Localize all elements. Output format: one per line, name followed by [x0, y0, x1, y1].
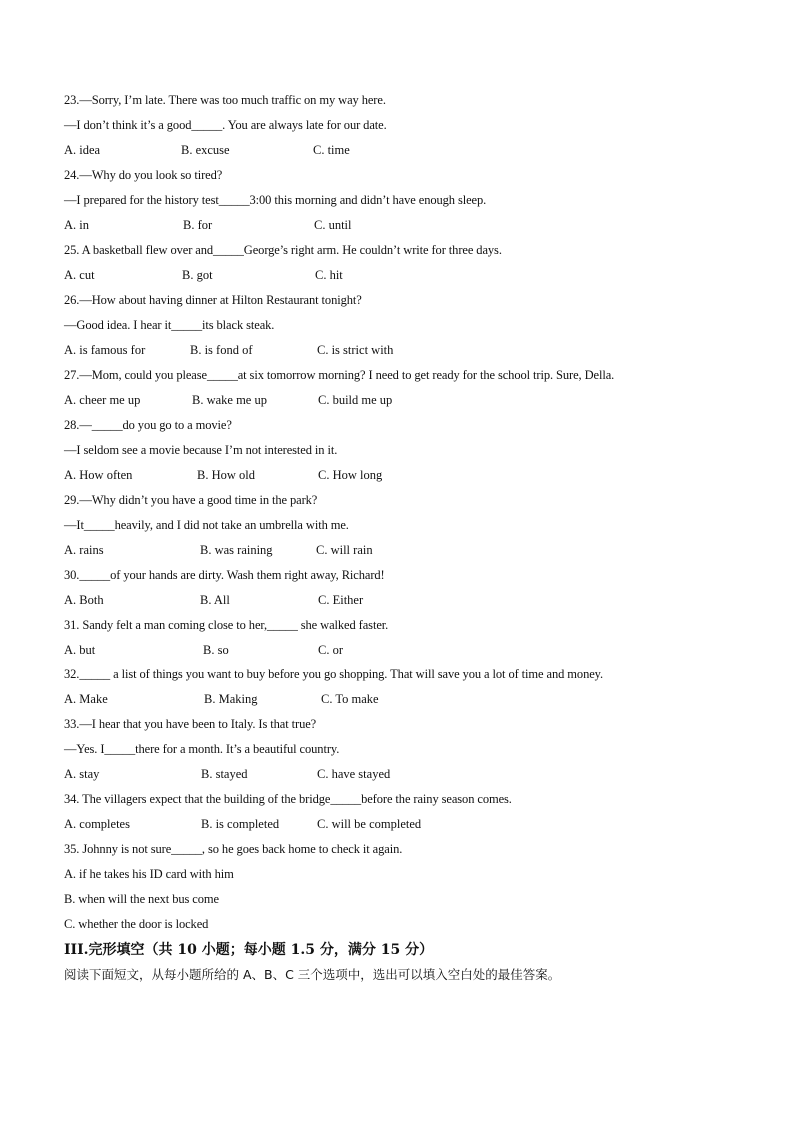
- question-34-option-b: B. is completed: [201, 817, 280, 831]
- question-26-option-a: A. is famous for: [64, 343, 146, 357]
- question-33-response: —Yes. I_____there for a month. It’s a beautiful country.: [64, 742, 340, 756]
- question-35-option-a: A. if he takes his ID card with him: [64, 867, 234, 881]
- question-35-prompt: 35. Johnny is not sure_____, so he goes back home to check it again.: [64, 842, 403, 856]
- question-32-option-c: C. To make: [321, 692, 379, 706]
- question-32-option-b: B. Making: [204, 692, 258, 706]
- question-28-option-b: B. How old: [197, 468, 255, 482]
- question-26-response: —Good idea. I hear it_____its black steak.: [64, 318, 275, 332]
- question-23-response: —I don’t think it’s a good_____. You are always late for our date.: [64, 118, 387, 132]
- question-28-response: —I seldom see a movie because I’m not interested in it.: [64, 443, 338, 457]
- question-29-prompt: 29.—Why didn’t you have a good time in the park?: [64, 493, 318, 507]
- question-29-option-c: C. will rain: [316, 543, 373, 557]
- question-32-prompt: 32._____ a list of things you want to buy before you go shopping. That will save you a lot of time and money.: [64, 667, 604, 681]
- question-29-option-a: A. rains: [64, 543, 104, 557]
- question-23-option-b: B. excuse: [181, 143, 230, 157]
- question-25-option-b: B. got: [182, 268, 213, 282]
- question-29-response: —It_____heavily, and I did not take an umbrella with me.: [64, 518, 349, 532]
- section-title: III.完形填空（共 10 小题；每小题 1.5 分，满分 15 分）: [64, 942, 434, 958]
- question-28-option-c: C. How long: [318, 468, 383, 482]
- question-33-option-a: A. stay: [64, 767, 100, 781]
- question-32-option-a: A. Make: [64, 692, 108, 706]
- question-34-option-c: C. will be completed: [317, 817, 422, 831]
- question-30-option-c: C. Either: [318, 593, 364, 607]
- question-34-prompt: 34. The villagers expect that the building of the bridge_____before the rainy season comes.: [64, 792, 512, 806]
- question-23-prompt: 23.—Sorry, I’m late. There was too much traffic on my way here.: [64, 93, 386, 107]
- question-24-prompt: 24.—Why do you look so tired?: [64, 168, 223, 182]
- question-23-option-c: C. time: [313, 143, 350, 157]
- question-27-option-c: C. build me up: [318, 393, 393, 407]
- question-34-option-a: A. completes: [64, 817, 130, 831]
- question-33-option-c: C. have stayed: [317, 767, 391, 781]
- question-35-option-b: B. when will the next bus come: [64, 892, 219, 906]
- question-28-prompt: 28.—_____do you go to a movie?: [64, 418, 232, 432]
- question-26-prompt: 26.—How about having dinner at Hilton Restaurant tonight?: [64, 293, 362, 307]
- question-29-option-b: B. was raining: [200, 543, 273, 557]
- question-24-option-a: A. in: [64, 218, 89, 232]
- question-25-prompt: 25. A basketball flew over and_____George’s right arm. He couldn’t write for three days.: [64, 243, 502, 257]
- question-31-option-b: B. so: [203, 643, 229, 657]
- question-25-option-a: A. cut: [64, 268, 95, 282]
- question-30-option-a: A. Both: [64, 593, 104, 607]
- question-30-prompt: 30._____of your hands are dirty. Wash them right away, Richard!: [64, 568, 385, 582]
- question-26-option-b: B. is fond of: [190, 343, 253, 357]
- question-27-prompt: 27.—Mom, could you please_____at six tomorrow morning? I need to get ready for the school trip. Sure, Della.: [64, 368, 615, 382]
- section-instruction: 阅读下面短文，从每小题所给的 A、B、C 三个选项中，选出可以填入空白处的最佳答案。: [64, 967, 561, 982]
- question-24-option-b: B. for: [183, 218, 213, 232]
- question-33-prompt: 33.—I hear that you have been to Italy. Is that true?: [64, 717, 317, 731]
- question-31-prompt: 31. Sandy felt a man coming close to her,_____ she walked faster.: [64, 618, 389, 632]
- question-26-option-c: C. is strict with: [317, 343, 394, 357]
- question-28-option-a: A. How often: [64, 468, 133, 482]
- question-27-option-a: A. cheer me up: [64, 393, 141, 407]
- question-31-option-a: A. but: [64, 643, 96, 657]
- question-31-option-c: C. or: [318, 643, 343, 657]
- question-23-option-a: A. idea: [64, 143, 101, 157]
- question-35-option-c: C. whether the door is locked: [64, 917, 209, 931]
- question-24-option-c: C. until: [314, 218, 352, 232]
- question-25-option-c: C. hit: [315, 268, 343, 282]
- question-24-response: —I prepared for the history test_____3:00 this morning and didn’t have enough sleep.: [64, 193, 487, 207]
- question-30-option-b: B. All: [200, 593, 230, 607]
- question-33-option-b: B. stayed: [201, 767, 248, 781]
- question-27-option-b: B. wake me up: [192, 393, 267, 407]
